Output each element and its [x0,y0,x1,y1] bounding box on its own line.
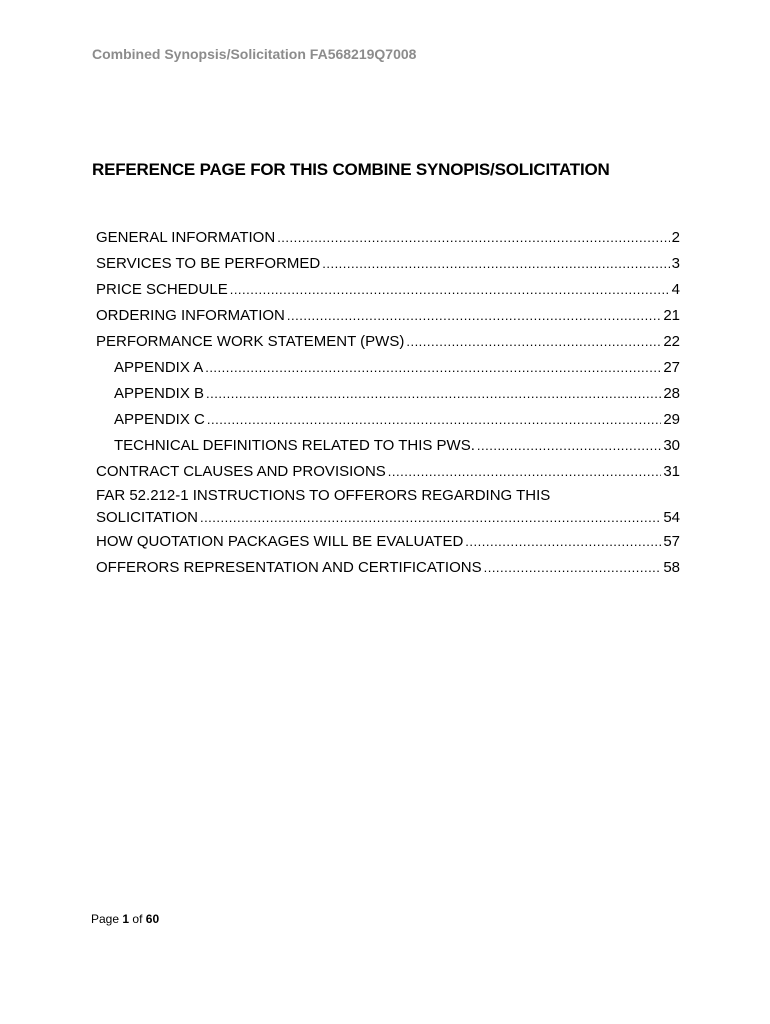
toc-entry-page: 21 [663,307,680,324]
toc-entry-page: 4 [671,281,680,298]
dot-leader [477,433,661,459]
toc-entry-technical-definitions[interactable] [96,433,680,459]
dot-leader [287,303,661,329]
footer-page-prefix: Page [91,912,120,926]
toc-entry-representations-certifications[interactable] [96,555,680,581]
dot-leader [322,251,669,277]
toc-entry-label: SERVICES TO BE PERFORMED [96,255,321,272]
footer-current-page: 1 [122,912,130,926]
toc-entry-appendix-a[interactable] [96,355,680,381]
toc-entry-page: 57 [663,533,680,550]
toc-entry-page: 2 [671,229,680,246]
dot-leader [465,529,661,555]
toc-entry-appendix-b[interactable] [96,381,680,407]
toc-entry-label: APPENDIX A [114,359,204,376]
dot-leader [200,507,661,529]
dot-leader [277,225,669,251]
dot-leader [205,355,661,381]
toc-entry-label: OFFERORS REPRESENTATION AND CERTIFICATIONS [96,559,482,576]
toc-entry-services-to-be-performed[interactable] [96,251,680,277]
toc-entry-ordering-information[interactable] [96,303,680,329]
toc-entry-page: 27 [663,359,680,376]
dot-leader [406,329,661,355]
dot-leader [206,381,661,407]
toc-entry-page: 28 [663,385,680,402]
toc-entry-performance-work-statement[interactable] [96,329,680,355]
toc-entry-price-schedule[interactable] [96,277,680,303]
dot-leader [230,277,670,303]
toc-entry-label: PERFORMANCE WORK STATEMENT (PWS) [96,333,405,350]
table-of-contents [96,225,680,581]
toc-entry-label: PRICE SCHEDULE [96,281,228,298]
toc-entry-general-information[interactable] [96,225,680,251]
toc-entry-quotation-evaluation[interactable] [96,529,680,555]
dot-leader [388,459,662,485]
toc-entry-label: HOW QUOTATION PACKAGES WILL BE EVALUATED [96,533,464,550]
toc-entry-label: APPENDIX B [114,385,205,402]
toc-entry-page: 29 [663,411,680,428]
page-title: REFERENCE PAGE FOR THIS COMBINE SYNOPIS/SOLICITATION [92,160,610,179]
footer-separator: of [132,912,143,926]
dot-leader [207,407,661,433]
toc-entry-far-instructions[interactable] [96,485,680,529]
toc-entry-label: TECHNICAL DEFINITIONS RELATED TO THIS PWS. [114,437,475,454]
toc-entry-label: CONTRACT CLAUSES AND PROVISIONS [96,463,386,480]
running-header: Combined Synopsis/Solicitation FA568219Q7008 [92,46,417,62]
toc-entry-label: ORDERING INFORMATION [96,307,285,324]
footer-total-pages: 60 [145,912,160,926]
toc-entry-page: 58 [663,559,680,576]
page-footer [91,912,159,926]
toc-entry-page: 22 [663,333,680,350]
toc-entry-page: 30 [663,437,680,454]
dot-leader [484,555,662,581]
toc-entry-label: GENERAL INFORMATION [96,229,276,246]
toc-entry-page: 31 [663,463,680,480]
toc-entry-page: 3 [671,255,680,272]
toc-entry-label: FAR 52.212-1 INSTRUCTIONS TO OFFERORS REGARDING THIS [96,487,551,504]
toc-entry-appendix-c[interactable] [96,407,680,433]
toc-entry-label: APPENDIX C [114,411,205,428]
toc-entry-contract-clauses[interactable] [96,459,680,485]
toc-entry-label-continued: SOLICITATION [96,509,198,526]
toc-entry-page: 54 [663,509,680,526]
